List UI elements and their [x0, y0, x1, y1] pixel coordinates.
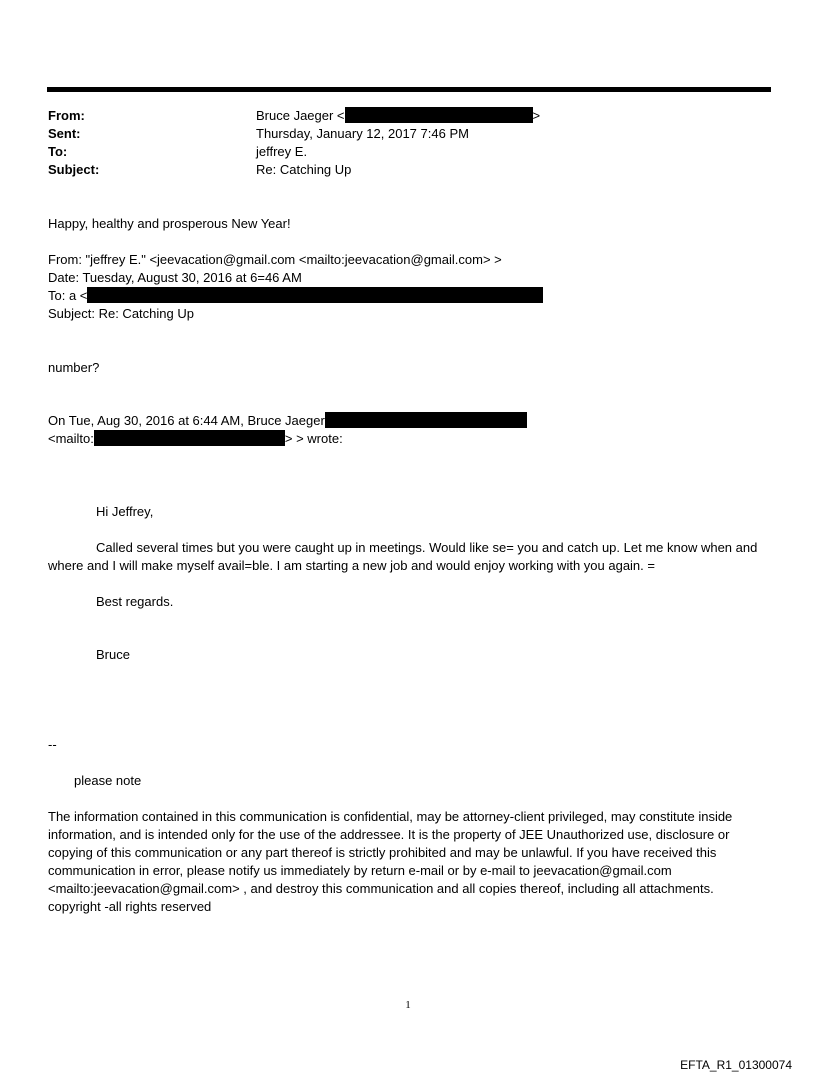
- to-label: To:: [48, 144, 68, 159]
- on-line: [48, 412, 527, 430]
- header-rule: [47, 87, 771, 92]
- number-line: number?: [48, 360, 100, 375]
- page-number: 1: [405, 999, 411, 1011]
- from-value-end: >: [532, 108, 541, 123]
- mailto-suffix: > > wrote:: [284, 431, 343, 446]
- subject-label: Subject:: [48, 162, 100, 177]
- body-paragraph: [48, 539, 768, 575]
- from-label: From:: [48, 108, 85, 123]
- body-paragraph-text: Called several times but you were caught up in meetings. Would like se= you and catch up. Let me know when and where and I will make myself avail=ble. I am starting a new job and would enjoy working with you again. =: [48, 540, 758, 573]
- quoted-from: From: "jeffrey E." <jeevacation@gmail.com <mailto:jeevacation@gmail.com> >: [48, 252, 502, 267]
- quoted-to: [48, 287, 543, 305]
- please-note: please note: [74, 773, 142, 788]
- redaction-block: [345, 107, 533, 123]
- best-regards: Best regards.: [96, 594, 174, 609]
- document-id: EFTA_R1_01300074: [680, 1058, 792, 1072]
- greeting: Happy, healthy and prosperous New Year!: [48, 216, 291, 231]
- sent-value: Thursday, January 12, 2017 7:46 PM: [256, 126, 469, 141]
- mailto-prefix: <mailto:: [48, 431, 94, 446]
- sent-label: Sent:: [48, 126, 81, 141]
- disclaimer: The information contained in this communication is confidential, may be attorney-client privileged, may constitute inside information, and is intended only for the use of the addressee. It is the property of JEE Unauthorized use, disclosure or copying of this communication or any part thereof is strictly prohibited and may be unlawful. If you have received this communication in error, please notify us immediately by return e-mail or by e-mail to jeevacation@gmail.com <mailto:jeevacation@gmail.com> , and destroy this communication and all copies thereof, including all attachments. copyright -all rights reserved: [48, 809, 733, 914]
- quoted-date: Date: Tuesday, August 30, 2016 at 6=46 AM: [48, 270, 302, 285]
- hi-line: Hi Jeffrey,: [96, 504, 154, 519]
- mailto-line: [48, 430, 343, 448]
- on-line-text: On Tue, Aug 30, 2016 at 6:44 AM, Bruce Jaeger: [48, 413, 325, 428]
- separator-dashes: --: [48, 737, 57, 752]
- redaction-block: [94, 430, 285, 446]
- quoted-subject: Subject: Re: Catching Up: [48, 306, 194, 321]
- redaction-block: [87, 287, 543, 303]
- quoted-to-text: To: a <: [48, 288, 88, 303]
- to-value: jeffrey E.: [256, 144, 308, 159]
- from-value: [256, 107, 540, 125]
- subject-value: Re: Catching Up: [256, 162, 352, 177]
- redaction-block: [325, 412, 527, 428]
- signature: Bruce: [96, 647, 130, 662]
- from-name: Bruce Jaeger <: [256, 108, 345, 123]
